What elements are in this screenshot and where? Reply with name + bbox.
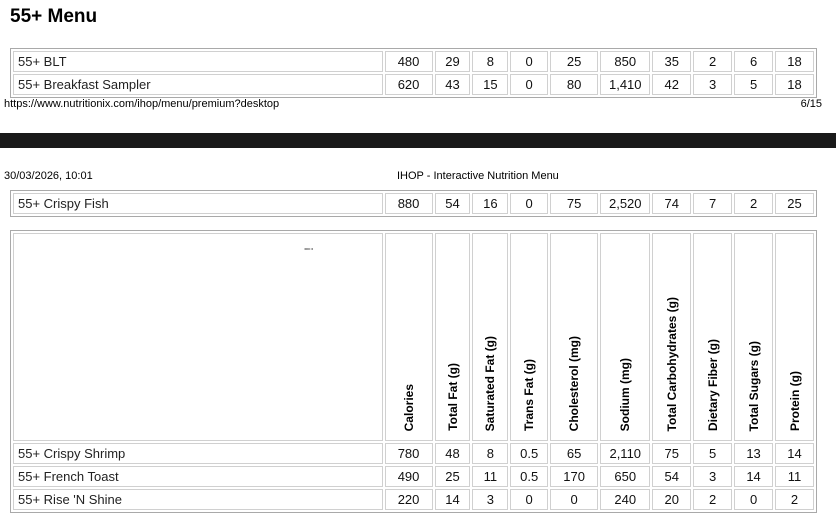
nutrition-value: 11 <box>472 466 508 487</box>
nutrition-value: 25 <box>435 466 471 487</box>
table-row <box>13 443 814 464</box>
menu-item-name: 55+ Crispy Shrimp <box>13 443 383 464</box>
section-title: 55+ Menu <box>10 6 98 27</box>
column-header-calories: Calories <box>385 233 433 441</box>
nutrition-value: 0 <box>510 74 548 95</box>
column-header-total-fat: Total Fat (g) <box>435 233 471 441</box>
nutrition-value: 240 <box>600 489 650 510</box>
nutrition-value: 35 <box>652 51 691 72</box>
nutrition-value: 75 <box>652 443 691 464</box>
item-column-header <box>13 233 383 441</box>
nutrition-value: 0 <box>510 193 548 214</box>
nutrition-value: 6 <box>734 51 773 72</box>
nutrition-value: 5 <box>693 443 732 464</box>
nutrition-value: 74 <box>652 193 691 214</box>
page-break-divider <box>0 133 836 148</box>
page-url: https://www.nutritionix.com/ihop/menu/premium?desktop <box>4 98 280 110</box>
column-header-protein: Protein (g) <box>775 233 814 441</box>
print-title: IHOP - Interactive Nutrition Menu <box>397 170 559 182</box>
table-row <box>13 466 814 487</box>
table-row <box>13 489 814 510</box>
nutrition-value: 780 <box>385 443 433 464</box>
nutrition-value: 850 <box>600 51 650 72</box>
nutrition-value: 220 <box>385 489 433 510</box>
nutrition-value: 620 <box>385 74 433 95</box>
nutrition-value: 8 <box>472 443 508 464</box>
nutrition-value: 13 <box>734 443 773 464</box>
menu-item-name: 55+ Breakfast Sampler <box>13 74 383 95</box>
nutrition-value: 14 <box>435 489 471 510</box>
column-header-dietary-fiber: Dietary Fiber (g) <box>693 233 732 441</box>
nutrition-value: 8 <box>472 51 508 72</box>
nutrition-value: 42 <box>652 74 691 95</box>
nutrition-table-top <box>10 48 817 98</box>
nutrition-value: 0 <box>734 489 773 510</box>
nutrition-value: 0.5 <box>510 466 548 487</box>
nutrition-value: 18 <box>775 74 814 95</box>
nutrition-value: 0.5 <box>510 443 548 464</box>
nutrition-value: 14 <box>775 443 814 464</box>
table-row <box>13 193 814 214</box>
column-header-cholesterol: Cholesterol (mg) <box>550 233 598 441</box>
nutrition-value: 490 <box>385 466 433 487</box>
nutrition-value: 25 <box>775 193 814 214</box>
nutrition-value: 43 <box>435 74 471 95</box>
nutrition-value: 16 <box>472 193 508 214</box>
nutrition-value: 20 <box>652 489 691 510</box>
column-header-total-sugars: Total Sugars (g) <box>734 233 773 441</box>
column-header-saturated-fat: Saturated Fat (g) <box>472 233 508 441</box>
nutrition-value: 11 <box>775 466 814 487</box>
nutrition-value: 18 <box>775 51 814 72</box>
column-header-sodium: Sodium (mg) <box>600 233 650 441</box>
nutrition-value: 3 <box>472 489 508 510</box>
menu-item-name: 55+ Crispy Fish <box>13 193 383 214</box>
nutrition-value: 75 <box>550 193 598 214</box>
nutrition-value: 2,110 <box>600 443 650 464</box>
nutrition-value: 2 <box>734 193 773 214</box>
nutrition-value: 2 <box>693 489 732 510</box>
nutrition-value: 15 <box>472 74 508 95</box>
nutrition-value: 7 <box>693 193 732 214</box>
nutrition-value: 80 <box>550 74 598 95</box>
table-row <box>13 74 814 95</box>
nutrition-value: 48 <box>435 443 471 464</box>
nutrition-value: 2 <box>775 489 814 510</box>
nutrition-table-bottom <box>10 230 817 513</box>
nutrition-value: 880 <box>385 193 433 214</box>
nutrition-value: 29 <box>435 51 471 72</box>
nutrition-value: 54 <box>652 466 691 487</box>
nutrition-value: 2 <box>693 51 732 72</box>
table-row <box>13 51 814 72</box>
nutrition-value: 54 <box>435 193 471 214</box>
nutrition-value: 0 <box>510 51 548 72</box>
header-row <box>13 233 814 441</box>
menu-item-name: 55+ Rise 'N Shine <box>13 489 383 510</box>
nutrition-value: 14 <box>734 466 773 487</box>
page-number: 6/15 <box>800 98 822 110</box>
nutrition-value: 5 <box>734 74 773 95</box>
nutrition-value: 2,520 <box>600 193 650 214</box>
nutrition-value: 1,410 <box>600 74 650 95</box>
nutrition-value: 65 <box>550 443 598 464</box>
menu-item-name: 55+ BLT <box>13 51 383 72</box>
nutrition-value: 170 <box>550 466 598 487</box>
nutrition-value: 3 <box>693 74 732 95</box>
nutrition-value: 0 <box>550 489 598 510</box>
print-datetime: 30/03/2026, 10:01 <box>4 170 93 182</box>
header-mark: ! <box>301 247 316 251</box>
menu-item-name: 55+ French Toast <box>13 466 383 487</box>
nutrition-table-mid <box>10 190 817 217</box>
nutrition-value: 3 <box>693 466 732 487</box>
nutrition-value: 25 <box>550 51 598 72</box>
nutrition-value: 480 <box>385 51 433 72</box>
nutrition-value: 0 <box>510 489 548 510</box>
column-header-total-carbohydrates: Total Carbohydrates (g) <box>652 233 691 441</box>
nutrition-value: 650 <box>600 466 650 487</box>
column-header-trans-fat: Trans Fat (g) <box>510 233 548 441</box>
